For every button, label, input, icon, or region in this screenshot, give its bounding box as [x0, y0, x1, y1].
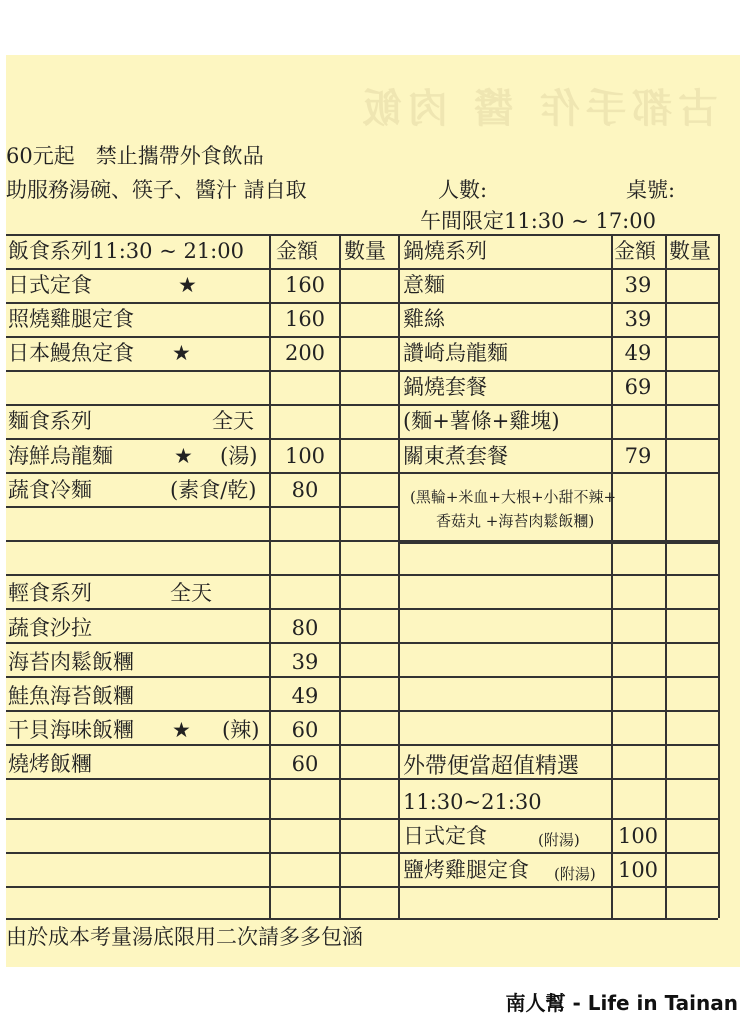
item-price: 160: [284, 307, 326, 331]
lunch-limit-text: 午間限定11:30 ~ 17:00: [420, 209, 656, 233]
item-note: (附湯): [538, 831, 580, 849]
pot-series-header: 鍋燒系列: [403, 239, 487, 263]
light-series-header: 輕食系列: [8, 581, 92, 605]
star-icon: ★: [178, 273, 197, 297]
item-price: 39: [624, 273, 652, 297]
item-price: 39: [624, 307, 652, 331]
item-note: (湯): [220, 444, 258, 468]
item-price: 79: [624, 444, 652, 468]
item-note: (辣): [222, 718, 260, 742]
list-item: 海鮮烏龍麵: [8, 444, 113, 468]
item-price: 49: [624, 341, 652, 365]
price-rule-text: 60元起 禁止攜帶外食飲品: [6, 144, 264, 168]
item-price: 80: [291, 616, 319, 640]
people-count-label: 人數:: [438, 178, 488, 202]
kanto-note-line1: (黑輪+米血+大根+小甜不辣+: [410, 488, 617, 506]
list-item: 日式定食: [403, 824, 487, 848]
item-price: 49: [291, 684, 319, 708]
takeout-time: 11:30~21:30: [403, 790, 542, 814]
list-item: 干貝海味飯糰: [8, 718, 134, 742]
item-note: (附湯): [554, 865, 596, 883]
star-icon: ★: [172, 718, 191, 742]
light-allday-label: 全天: [170, 581, 212, 605]
list-item: 鮭魚海苔飯糰: [8, 684, 134, 708]
list-item: 蔬食冷麵: [8, 478, 92, 502]
item-price: 160: [284, 273, 326, 297]
right-price-header: 金額: [614, 239, 656, 263]
list-item: 海苔肉鬆飯糰: [8, 650, 134, 674]
item-price: 80: [291, 478, 319, 502]
list-item: 鹽烤雞腿定食: [403, 858, 529, 882]
list-item: 雞絲: [403, 307, 445, 331]
takeout-title: 外帶便當超值精選: [403, 754, 580, 779]
star-icon: ★: [172, 341, 191, 365]
footer-note: 由於成本考量湯底限用二次請多多包涵: [6, 925, 363, 949]
self-service-text: 助服務湯碗、筷子、醬汁 請自取: [6, 178, 307, 202]
star-icon: ★: [174, 444, 193, 468]
pot-set-note: (麵+薯條+雞塊): [403, 409, 560, 433]
item-note: (素食/乾): [170, 478, 257, 502]
noodle-allday-label: 全天: [212, 409, 254, 433]
list-item: 讚崎烏龍麵: [403, 341, 508, 365]
left-qty-header: 數量: [344, 239, 386, 263]
rice-series-header: 飯食系列11:30 ~ 21:00: [8, 239, 244, 263]
kanto-note-line2: 香菇丸 +海苔肉鬆飯糰): [436, 512, 595, 530]
list-item: 蔬食沙拉: [8, 616, 92, 640]
list-item: 關東煮套餐: [403, 444, 508, 468]
item-price: 100: [284, 444, 326, 468]
list-item: 燒烤飯糰: [8, 752, 92, 776]
item-price: 60: [291, 752, 319, 776]
right-qty-header: 數量: [669, 239, 711, 263]
left-price-header: 金額: [276, 239, 318, 263]
item-price: 69: [624, 375, 652, 399]
menu-paper: [6, 55, 740, 967]
mirrored-title: 古都手作 醬 肉飯: [356, 86, 718, 132]
item-price: 100: [617, 824, 659, 848]
item-price: 39: [291, 650, 319, 674]
item-price: 60: [291, 718, 319, 742]
table-number-label: 桌號:: [626, 178, 676, 202]
item-price: 100: [617, 858, 659, 882]
watermark-credit: 南人幫 - Life in Tainan: [505, 991, 738, 1015]
list-item: 照燒雞腿定食: [8, 307, 134, 331]
item-price: 200: [284, 341, 326, 365]
list-item: 日式定食: [8, 273, 92, 297]
noodle-series-header: 麵食系列: [8, 409, 92, 433]
list-item: 日本鰻魚定食: [8, 341, 134, 365]
list-item: 鍋燒套餐: [403, 375, 487, 399]
list-item: 意麵: [403, 273, 445, 297]
